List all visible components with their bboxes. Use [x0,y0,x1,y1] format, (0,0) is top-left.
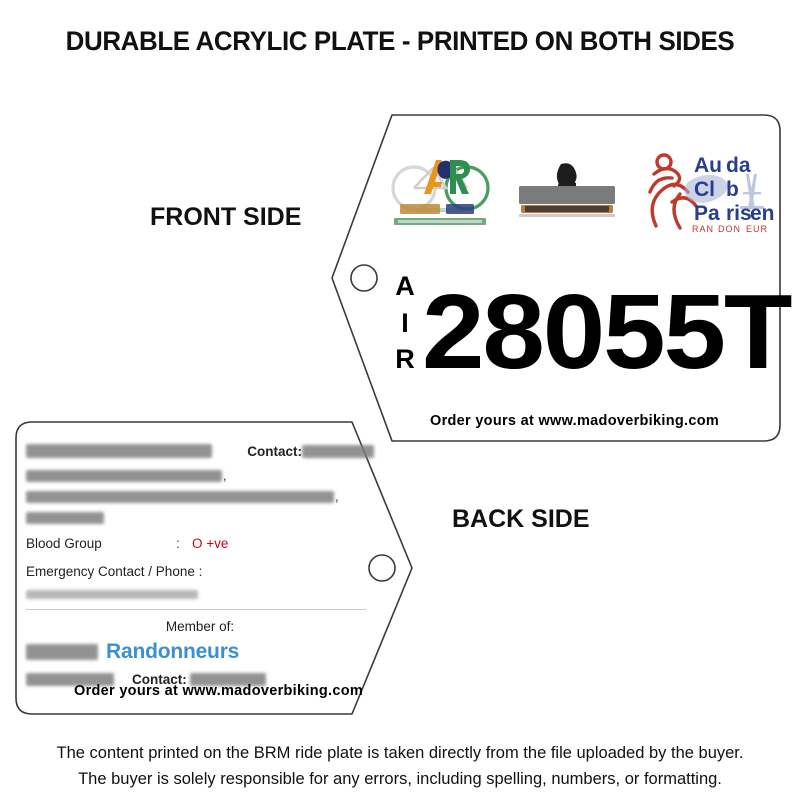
emergency-contact-value [26,586,374,597]
front-side-label: FRONT SIDE [150,203,302,231]
rider-contact [247,444,374,459]
rider-name-row [26,442,374,460]
blood-group-value: O +ve [192,536,229,551]
svg-text:b: b [726,178,739,201]
blood-group-separator: : [176,536,180,551]
svg-text:Cl: Cl [694,178,715,201]
rider-contact-redacted [302,445,374,458]
plate-number-row [392,265,791,392]
svg-text:DON: DON [718,224,741,234]
svg-text:da: da [726,154,751,177]
prefix-letter-a: A [395,271,415,301]
disclaimer-line-1: The content printed on the BRM ride plate is taken directly from the file uploaded by the buyer. [56,744,744,762]
back-side-label: BACK SIDE [452,505,590,533]
svg-text:Pa: Pa [694,202,720,225]
emergency-contact-redacted [26,590,198,599]
disclaimer-line-2: The buyer is solely responsible for any errors, including spelling, numbers, or formatting. [78,769,722,788]
audax-club-parisien-logo [642,140,775,236]
svg-text:ris: ris [726,202,752,225]
disclaimer [0,741,800,792]
rider-name-redacted [26,444,212,458]
prefix-letter-r: R [395,344,415,374]
address-line-2 [26,490,374,503]
plate-number: 28055T [422,273,791,392]
club-prefix-redacted [26,644,98,660]
back-plate-body [26,442,374,687]
rider-contact-label: Contact: [247,443,302,459]
club-line [26,640,374,664]
blood-group-row [26,536,374,551]
prefix-letter-i: I [401,307,409,338]
front-order-line: Order yours at www.madoverbiking.com [430,413,720,429]
svg-text:Au: Au [694,154,722,177]
address-line-1-redacted [26,470,222,482]
address-line-1-tail: , [223,468,227,483]
emergency-contact-label: Emergency Contact / Phone : [26,564,203,579]
plate-prefix-letters [392,273,418,377]
address-line-2-redacted [26,491,334,503]
blood-group-label: Blood Group [26,536,102,551]
club-name: Randonneurs [106,640,240,663]
address-line-3-redacted [26,512,104,524]
audax-india-randonneurs-logo [388,142,492,234]
svg-text:EUR: EUR [746,224,769,234]
redacted-club-logo [515,162,619,214]
address-line-3 [26,511,374,524]
page-title: DURABLE ACRYLIC PLATE - PRINTED ON BOTH SIDES [65,26,735,56]
back-order-line: Order yours at www.madoverbiking.com [74,683,364,699]
front-plate-logo-row [388,141,775,235]
svg-text:en: en [750,202,775,225]
member-contact-label: Contact: [132,672,187,687]
address-line-2-tail: , [335,489,339,504]
address-line-1 [26,469,374,482]
member-of-label: Member of: [165,619,235,634]
back-plate [14,420,414,716]
front-plate [330,113,791,443]
section-divider [26,609,366,610]
svg-text:RAN: RAN [692,224,715,234]
